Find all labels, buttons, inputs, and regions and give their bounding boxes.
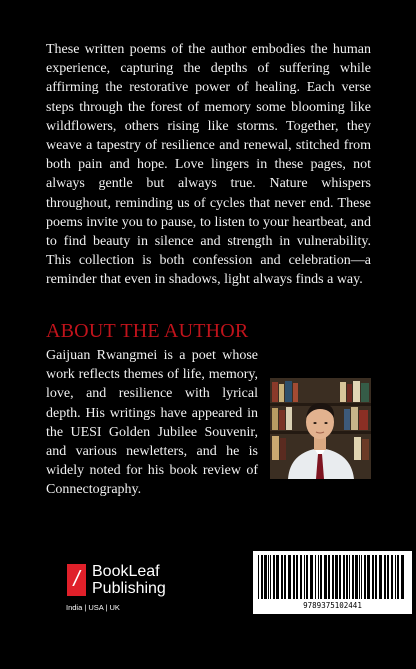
- barcode-bar: [270, 555, 271, 599]
- barcode-bar: [306, 555, 308, 599]
- barcode-bar: [276, 555, 279, 599]
- barcode-bar: [324, 555, 327, 599]
- barcode-bar: [258, 555, 259, 599]
- barcode-bar: [304, 555, 305, 599]
- barcode-bar: [361, 555, 362, 599]
- barcode-bar: [352, 555, 354, 599]
- barcode-bar: [328, 555, 330, 599]
- publisher-name-line2: Publishing: [92, 580, 166, 597]
- publisher-name-line1: BookLeaf: [92, 563, 160, 580]
- barcode-bar: [320, 555, 322, 599]
- publisher-regions: India | USA | UK: [66, 603, 120, 612]
- barcode-bar: [343, 555, 345, 599]
- barcode-bar: [387, 555, 389, 599]
- barcode-bar: [268, 555, 269, 599]
- barcode-bar: [310, 555, 313, 599]
- barcode-bar: [379, 555, 382, 599]
- barcode-bar: [401, 555, 404, 599]
- barcode-bar: [284, 555, 286, 599]
- barcode-bar: [384, 555, 386, 599]
- barcode-bar: [372, 555, 374, 599]
- barcode-bar: [315, 555, 316, 599]
- barcode-bar: [349, 555, 350, 599]
- barcode-bar: [364, 555, 366, 599]
- barcode-bar: [367, 555, 370, 599]
- barcode-bar: [296, 555, 298, 599]
- barcode-bar: [273, 555, 275, 599]
- author-photo: [270, 378, 371, 479]
- barcode-bar: [288, 555, 291, 599]
- barcode-bar: [335, 555, 338, 599]
- barcode-bar: [318, 555, 319, 599]
- barcode-bar: [332, 555, 334, 599]
- about-author-heading: ABOUT THE AUTHOR: [46, 320, 249, 342]
- barcode-bar: [346, 555, 348, 599]
- barcode-bar: [300, 555, 302, 599]
- barcode-bar: [339, 555, 341, 599]
- barcode-bar: [397, 555, 399, 599]
- book-blurb: These written poems of the author embodies the human experience, capturing the depths of suffering while affirming the restorative power of healing. Each verse steps through the forest of memory some blooming like wildflowers, others rising like storms. Together, they weave a tapestry of resilience and renewal, stitched from both pain and hope. Love lingers in these pages, not always gentle but always true. Nature whispers throughout, reminding us of cycles that never end. These poems invite you to pause, to listen to your heartbeat, and to find beauty in silence and strength in vulnerability. This collection is both confession and celebration—a reminder that even in shadows, light always finds a way.: [46, 42, 371, 288]
- barcode-bars: [256, 555, 409, 599]
- barcode-bar: [355, 555, 358, 599]
- barcode-bar: [375, 555, 377, 599]
- barcode-bar: [359, 555, 360, 599]
- isbn-number: 9789375102441: [303, 601, 362, 610]
- publisher-name: [92, 563, 166, 597]
- barcode-bar: [264, 555, 267, 599]
- barcode-bar: [281, 555, 283, 599]
- isbn-barcode: [253, 551, 412, 614]
- barcode-bar: [293, 555, 295, 599]
- barcode-bar: [391, 555, 393, 599]
- barcode-bar: [395, 555, 396, 599]
- barcode-bar: [261, 555, 263, 599]
- bookleaf-logo-icon: /: [67, 564, 86, 596]
- author-bio: Gaijuan Rwangmei is a poet whose work reflects themes of life, memory, love, and resilience with lyrical depth. His writings have appeared in the UESI Golden Jubilee Souvenir, and various newletters, and he is widely noted for his book review of Connectography.: [46, 348, 258, 498]
